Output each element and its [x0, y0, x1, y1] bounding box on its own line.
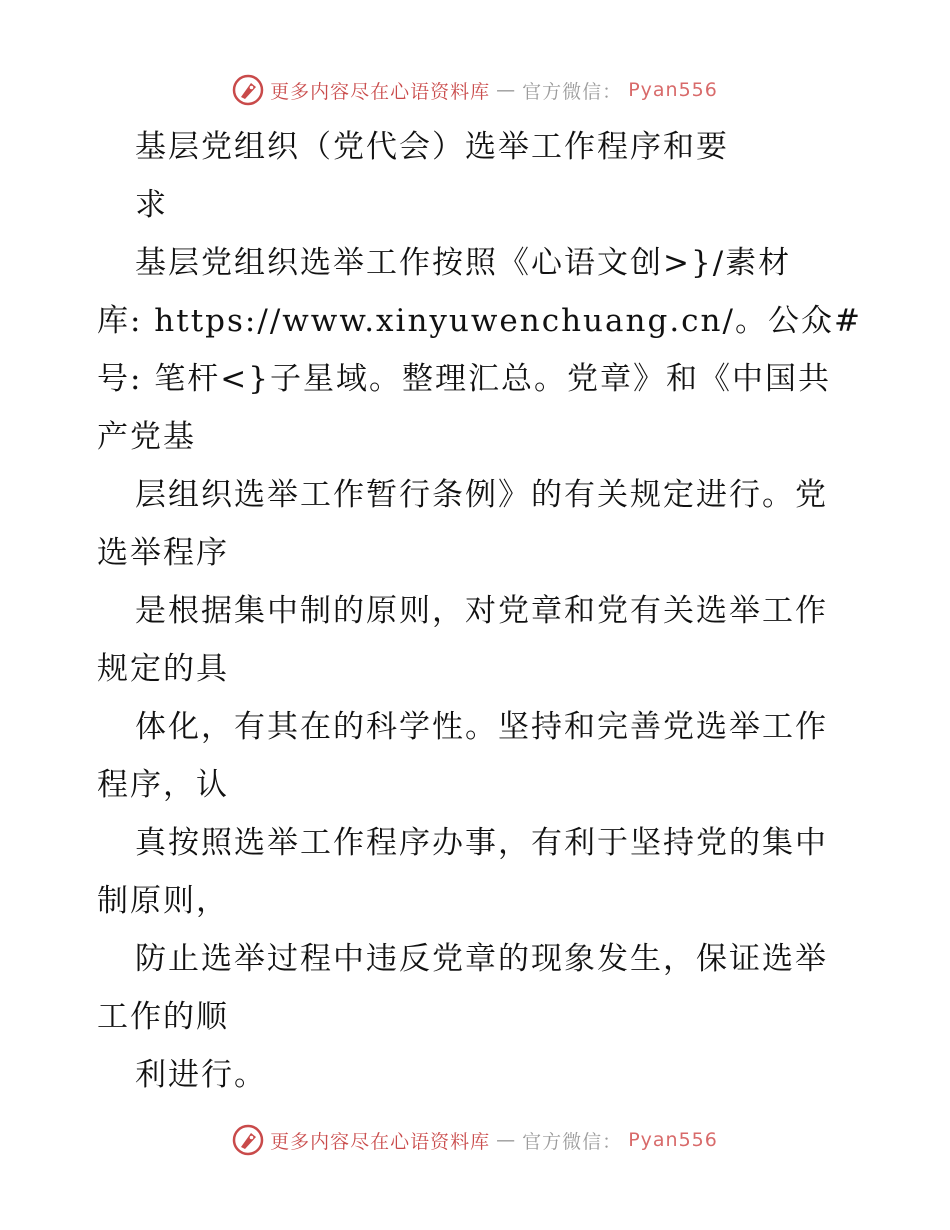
doc-title-line: 求 [135, 187, 168, 223]
footer-watermark-banner [0, 1120, 950, 1160]
banner-label: 官方微信： [522, 1130, 623, 1153]
document-body [97, 118, 862, 1104]
banner-text: 更多内容尽在心语资料库 [270, 1130, 491, 1153]
paragraph-line: 层组织选举工作暂行条例》的有关规定进行。党 [135, 477, 828, 513]
banner-handle: Pyan556 [628, 1129, 718, 1151]
paragraph-line: 规定的具 [97, 651, 229, 687]
banner-text: 更多内容尽在心语资料库 [270, 80, 491, 103]
banner-label: 官方微信： [522, 80, 623, 103]
paragraph-line: 工作的顺 [97, 999, 229, 1035]
banner-handle: Pyan556 [628, 79, 718, 101]
paragraph-line: 产党基 [97, 419, 196, 455]
paragraph-line: 真按照选举工作程序办事，有利于坚持党的集中 [135, 825, 828, 861]
paragraph-line: 防止选举过程中违反党章的现象发生，保证选举 [135, 941, 828, 977]
paragraph-line: 利进行。 [135, 1057, 267, 1093]
paragraph-line: 选举程序 [97, 535, 229, 571]
doc-title-line: 基层党组织（党代会）选举工作程序和要 [135, 129, 729, 165]
pen-nib-logo-icon [232, 74, 264, 106]
paragraph-line: 体化，有其在的科学性。坚持和完善党选举工作 [135, 709, 828, 745]
paragraph-line: 库: https://www.xinyuwenchuang.cn/。公众# [97, 303, 862, 339]
paragraph-line: 制原则， [97, 883, 229, 919]
banner-separator: — [496, 79, 517, 101]
pen-nib-logo-icon [232, 1124, 264, 1156]
paragraph-line: 基层党组织选举工作按照《心语文创>}/素材 [135, 245, 792, 281]
paragraph-line: 程序，认 [97, 767, 229, 803]
paragraph-line: 是根据集中制的原则，对党章和党有关选举工作 [135, 593, 828, 629]
banner-separator: — [496, 1129, 517, 1151]
header-watermark-banner [0, 70, 950, 110]
paragraph-line: 号: 笔杆<}子星域。整理汇总。党章》和《中国共 [97, 361, 831, 397]
